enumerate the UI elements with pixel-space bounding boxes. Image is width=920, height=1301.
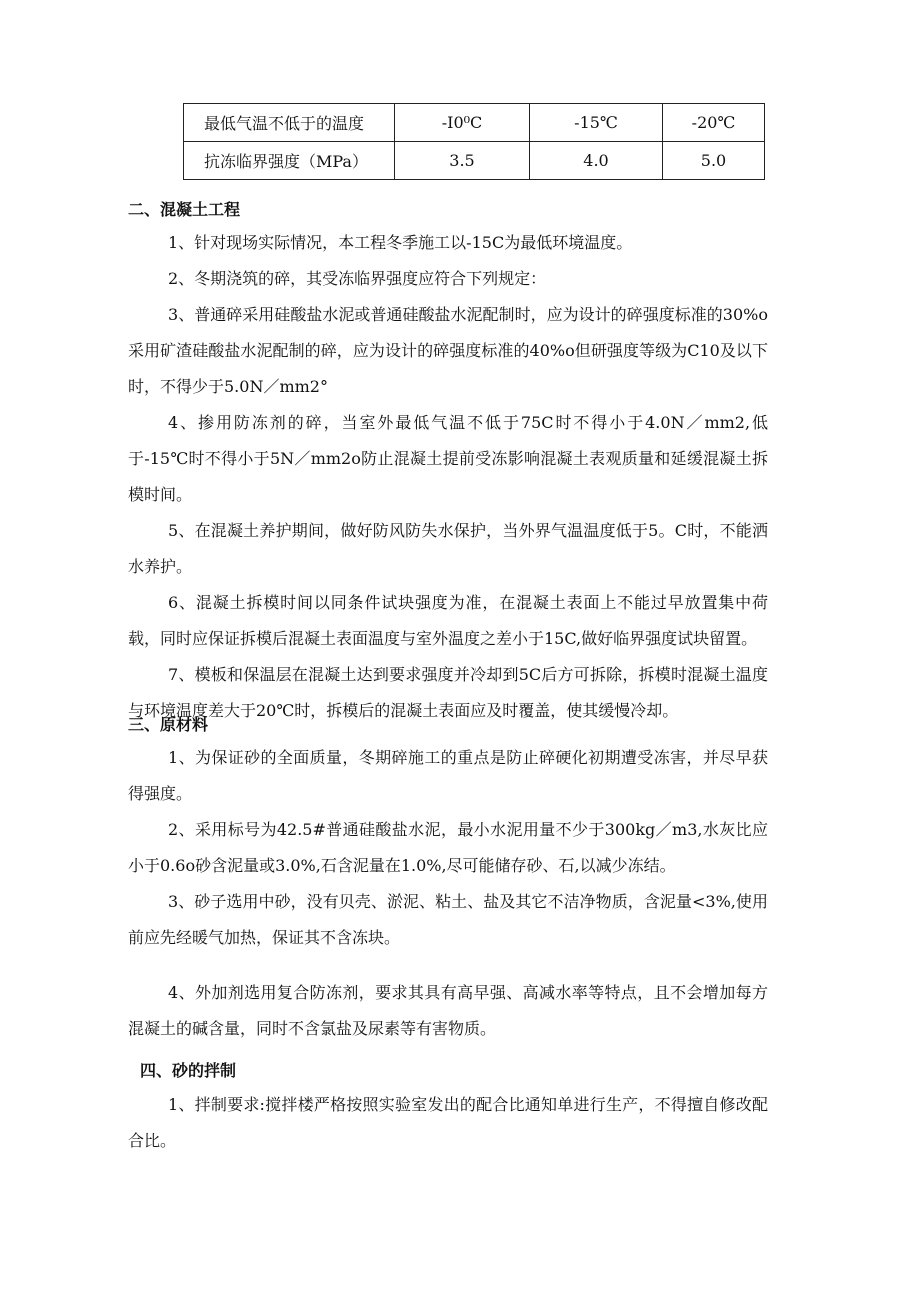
section-heading: 三、原材料 bbox=[128, 715, 209, 734]
section-heading: 二、混凝土工程 bbox=[128, 200, 241, 219]
paragraph: 7、模板和保温层在混凝土达到要求强度并冷却到5C后方可拆除，拆模时混凝土温度与环境温度差大于20℃时，拆模后的混凝土表面应及时覆盖，使其缓慢冷却。 bbox=[128, 665, 768, 720]
table-cell: -I0⁰C bbox=[395, 104, 530, 142]
paragraph: 3、普通碎采用硅酸盐水泥或普通硅酸盐水泥配制时，应为设计的碎强度标准的30%o采用矿渣硅酸盐水泥配制的碎，应为设计的碎强度标准的40%o但研强度等级为C10及以下时，不得少于5.0N／mm2° bbox=[128, 305, 768, 396]
table-cell: 4.0 bbox=[530, 142, 663, 180]
section-body bbox=[128, 1087, 768, 1159]
table-cell: 5.0 bbox=[663, 142, 765, 180]
table-cell: 最低气温不低于的温度 bbox=[184, 104, 395, 142]
paragraph: 3、砂子选用中砂，没有贝壳、淤泥、粘土、盐及其它不洁净物质，含泥量<3%,使用前应先经暖气加热，保证其不含冻块。 bbox=[128, 892, 768, 947]
frost-strength-table bbox=[183, 103, 765, 180]
section-body bbox=[128, 975, 768, 1047]
paragraph: 4、外加剂选用复合防冻剂，要求其具有高早强、高减水率等特点，且不会增加每方混凝土的碱含量，同时不含氯盐及尿素等有害物质。 bbox=[128, 983, 768, 1038]
table-cell: 抗冻临界强度（MPa） bbox=[184, 142, 395, 180]
table-cell: -20℃ bbox=[663, 104, 765, 142]
paragraph: 2、冬期浇筑的碎，其受冻临界强度应符合下列规定： bbox=[168, 269, 547, 288]
table-row bbox=[184, 104, 765, 142]
paragraph: 1、针对现场实际情况，本工程冬季施工以-15C为最低环境温度。 bbox=[168, 233, 633, 252]
paragraph: 5、在混凝土养护期间，做好防风防失水保护，当外界气温温度低于5。C时，不能洒水养护。 bbox=[128, 521, 768, 576]
paragraph: 1、拌制要求:搅拌楼严格按照实验室发出的配合比通知单进行生产，不得擅自修改配合比。 bbox=[128, 1095, 768, 1150]
table-cell: -15℃ bbox=[530, 104, 663, 142]
paragraph: 6、混凝土拆模时间以同条件试块强度为准，在混凝土表面上不能过早放置集中荷载，同时应保证拆模后混凝土表面温度与室外温度之差小于15C,做好临界强度试块留置。 bbox=[128, 593, 768, 648]
paragraph: 4、掺用防冻剂的碎，当室外最低气温不低于75C时不得小于4.0N／mm2,低于-15℃时不得小于5N／mm2o防止混凝土提前受冻影响混凝土表观质量和延缓混凝土拆模时间。 bbox=[128, 413, 768, 504]
section-body bbox=[128, 740, 768, 956]
table-row bbox=[184, 142, 765, 180]
paragraph: 2、采用标号为42.5#普通硅酸盐水泥，最小水泥用量不少于300kg／m3,水灰比应小于0.6o砂含泥量或3.0%,石含泥量在1.0%,尽可能储存砂、石,以减少冻结。 bbox=[128, 820, 768, 875]
section-body bbox=[128, 225, 768, 729]
table-cell: 3.5 bbox=[395, 142, 530, 180]
section-heading: 四、砂的拌制 bbox=[140, 1061, 237, 1080]
paragraph: 1、为保证砂的全面质量，冬期碎施工的重点是防止碎硬化初期遭受冻害，并尽早获得强度。 bbox=[128, 748, 768, 803]
